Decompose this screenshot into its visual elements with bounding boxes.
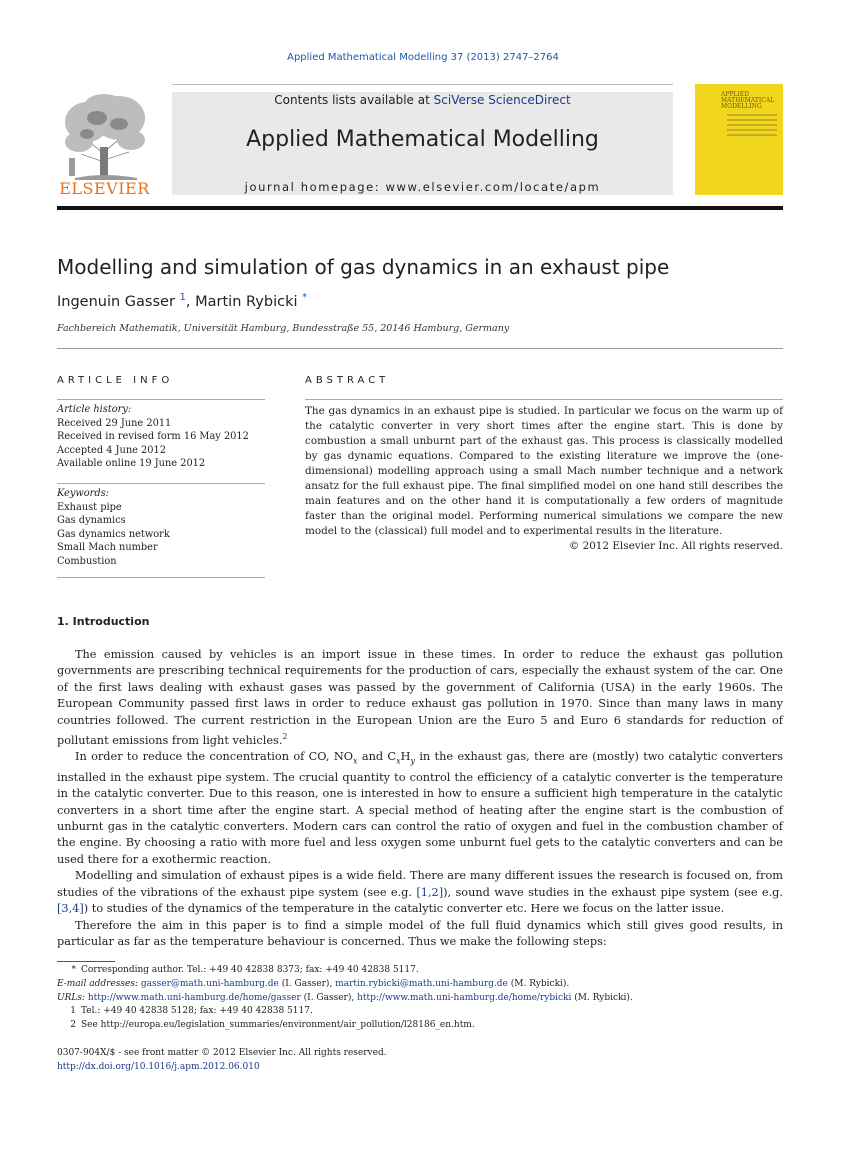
footnote-urls — [57, 992, 783, 1006]
title-divider — [57, 348, 783, 349]
article-info-rule — [57, 399, 265, 400]
footnote-2-link[interactable]: 2 — [282, 732, 288, 742]
introduction-body — [57, 647, 783, 950]
url-gasser-owner: (I. Gasser), — [300, 992, 358, 1003]
footnote-corresponding — [57, 964, 783, 978]
contents-prefix: Contents lists available at — [274, 93, 434, 107]
keyword-item: Small Mach number — [57, 542, 158, 553]
abstract-text: The gas dynamics in an exhaust pipe is studied. In particular we focus on the warm up of the catalytic converter in very short times after the engine start. This is done by combustion a small unburnt part of the exhaust gas. This process is classically modelled by gas dynamic equations. Compared to the existing literature we improve the (one-dimensional) modelling approach using a small Mach number technique and a network ansatz for the full exhaust pipe. The final simplified model on one hand still describes the main features and on the other hand it is computationally a few orders of magnitude faster than the original model. Performing numerical simulations we compare the new model to the (classical) full model and to experimental results in the literature. — [305, 405, 783, 537]
intro-p3-text: ) to studies of the dynamics of the temperature in the catalytic converter etc. Here we focus on the latter issue. — [83, 902, 725, 916]
footnote-text: See http://europa.eu/legislation_summaries/environment/air_pollution/l28186_en.htm. — [81, 1020, 475, 1031]
intro-p2-text: and C — [357, 750, 397, 764]
abstract-rule — [305, 399, 783, 400]
footnote-mark: * — [71, 965, 76, 975]
footnote-1 — [57, 1005, 783, 1019]
footnote-2 — [57, 1019, 783, 1033]
author-rybicki[interactable]: Martin Rybicki — [195, 293, 298, 310]
issn-line: 0307-904X/$ - see front matter © 2012 Elsevier Inc. All rights reserved. — [57, 1048, 387, 1058]
intro-p1-text: The emission caused by vehicles is an import issue in these times. In order to reduce the exhaust gas pollution governments are prescribing technical requirements for the production of cars, especially the exhaust system of the car. One of the first laws dealing with exhaust gases was passed by the government of California (USA) in the early 1960s. The European Community passed first laws in order to reduce exhaust gas pollution in 1970. Since than many laws in many countries followed. The current restriction in the European Union are the Euro 5 and Euro 6 standards for reduction of pollutant emissions from light vehicles. — [57, 648, 783, 747]
article-history — [57, 403, 265, 471]
footnote-rule — [57, 961, 115, 962]
header-rule — [172, 84, 673, 85]
journal-title: Applied Mathematical Modelling — [246, 127, 599, 152]
subscript-x: x — [352, 756, 358, 766]
article-info-heading: ARTICLE INFO — [57, 375, 174, 386]
affiliation: Fachbereich Mathematik, Universität Hamburg, Bundesstraße 55, 20146 Hamburg, Germany — [57, 323, 510, 334]
citation-3-4-link[interactable]: [3,4] — [57, 902, 84, 916]
email-label: E-mail addresses: — [57, 978, 139, 989]
intro-p2-text: in the exhaust gas, there are (mostly) two catalytic converters installed in the exhaust pipe system. The crucial quantity to control the efficiency of a catalytic converter is the temperature in the catalytic converter. Due to this reason, one is interested in how to ensure a sufficient high temperature in the catalytic converters in a short time after the engine start. A special method of heating after the engine start is the combustion of unburnt gas in the catalytic converters. Modern cars can control the ratio of oxygen and fuel in the combustion chamber of the engine. By choosing a ratio with more fuel and less oxygen some unburnt fuel gets to the catalytic converters and can be used there for a exothermic reaction. — [57, 750, 783, 866]
email-rybicki-owner: (M. Rybicki). — [507, 978, 570, 989]
footnote-text: Tel.: +49 40 42838 5128; fax: +49 40 42838 5117. — [81, 1006, 313, 1017]
history-accepted: Accepted 4 June 2012 — [57, 444, 166, 456]
subscript-x: x — [396, 756, 401, 766]
author-separator: , — [185, 293, 196, 310]
intro-p2-text: In order to reduce the concentration of CO, NO — [75, 750, 353, 764]
author-list — [57, 292, 307, 310]
keyword-item: Gas dynamics network — [57, 528, 170, 540]
author-gasser[interactable]: Ingenuin Gasser — [57, 293, 175, 310]
footnote-text: Corresponding author. Tel.: +49 40 42838 8373; fax: +49 40 42838 5117. — [81, 965, 419, 975]
journal-reference[interactable]: Applied Mathematical Modelling 37 (2013) 2747–2764 — [287, 52, 559, 63]
keywords-rule — [57, 483, 265, 484]
intro-paragraph-3 — [57, 868, 783, 917]
corresponding-author-mark[interactable]: * — [302, 292, 308, 303]
url-rybicki-link[interactable]: http://www.math.uni-hamburg.de/home/rybicki — [357, 992, 572, 1003]
journal-cover-thumbnail[interactable] — [695, 84, 783, 195]
cover-text-lines — [727, 114, 777, 139]
author-gasser-footnote-mark[interactable]: 1 — [179, 292, 186, 303]
intro-paragraph-4: Therefore the aim in this paper is to find a simple model of the full fluid dynamics which still gives good results, in particular as far as the temperature behaviour is concerned. Thus we make the following steps: — [57, 918, 783, 948]
masthead-divider — [57, 206, 783, 210]
urls-label: URLs: — [57, 992, 85, 1003]
front-matter — [57, 1047, 387, 1074]
intro-p2-text: H — [400, 750, 411, 764]
email-rybicki-link[interactable]: martin.rybicki@math.uni-hamburg.de — [335, 978, 508, 989]
keyword-item: Combustion — [57, 555, 117, 567]
sciencedirect-link[interactable]: SciVerse ScienceDirect — [433, 93, 571, 107]
footnote-emails — [57, 978, 783, 992]
intro-p3-text: Modelling and simulation of exhaust pipes is a wide field. There are many different issues the research is focused on, from studies of the vibrations of the exhaust pipe system (see e.g. — [57, 869, 783, 899]
footnote-mark: 1 — [70, 1006, 76, 1017]
keywords-label: Keywords: — [57, 488, 109, 499]
history-online: Available online 19 June 2012 — [57, 458, 206, 469]
history-revised: Received in revised form 16 May 2012 — [57, 431, 249, 442]
subscript-y: y — [410, 756, 415, 766]
footnotes — [57, 964, 783, 1033]
abstract — [305, 404, 783, 554]
article-title: Modelling and simulation of gas dynamics in an exhaust pipe — [57, 255, 670, 279]
journal-homepage[interactable]: journal homepage: www.elsevier.com/locate/apm — [244, 180, 601, 194]
email-gasser-owner: (I. Gasser), — [278, 978, 336, 989]
keyword-item: Exhaust pipe — [57, 501, 122, 513]
contents-availability — [172, 93, 673, 107]
history-received: Received 29 June 2011 — [57, 417, 172, 429]
abstract-heading: ABSTRACT — [305, 375, 390, 386]
cover-title: APPLIED MATHEMATICAL MODELLING — [721, 91, 775, 110]
citation-1-2-link[interactable]: [1,2] — [416, 885, 444, 899]
elsevier-wordmark: ELSEVIER — [59, 179, 150, 198]
intro-paragraph-1 — [57, 647, 783, 749]
url-gasser-link[interactable]: http://www.math.uni-hamburg.de/home/gasser — [87, 992, 301, 1003]
doi-link[interactable]: http://dx.doi.org/10.1016/j.apm.2012.06.010 — [57, 1061, 260, 1072]
footnote-mark: 2 — [70, 1020, 76, 1031]
url-rybicki-owner: (M. Rybicki). — [571, 992, 633, 1003]
intro-paragraph-2 — [57, 749, 783, 868]
article-info-bottom-rule — [57, 577, 265, 578]
email-gasser-link[interactable]: gasser@math.uni-hamburg.de — [140, 978, 279, 989]
abstract-copyright: © 2012 Elsevier Inc. All rights reserved. — [568, 540, 783, 552]
keywords — [57, 487, 265, 568]
keyword-item: Gas dynamics — [57, 515, 126, 526]
section-heading-introduction: 1. Introduction — [57, 615, 150, 628]
intro-p3-text: ), sound wave studies in the exhaust pipe system (see e.g. — [443, 885, 784, 899]
history-label: Article history: — [57, 404, 132, 415]
